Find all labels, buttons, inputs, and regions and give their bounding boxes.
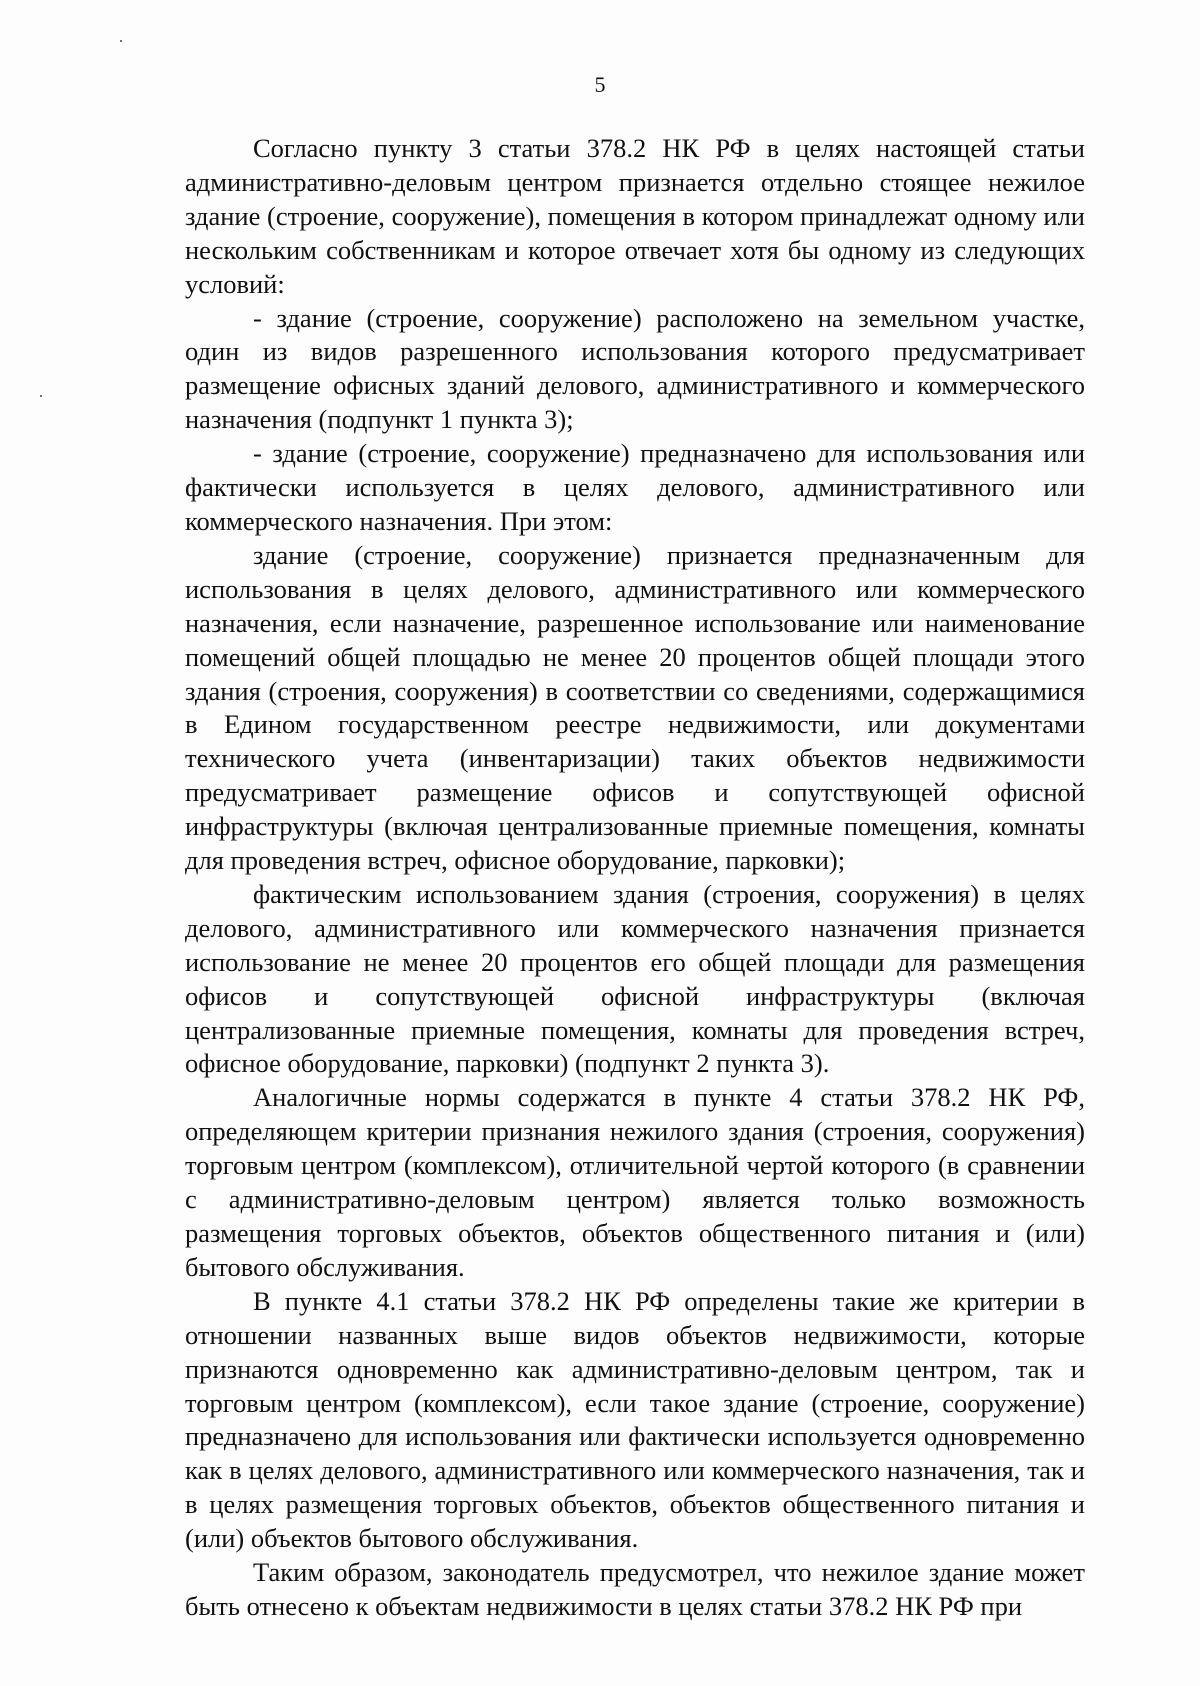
page-number: 5 <box>594 72 606 97</box>
paragraph-6: Аналогичные нормы содержатся в пункте 4 статьи 378.2 НК РФ, определяющем критерии признания нежилого здания (строения, сооружения) торговым центром (комплексом), отличительной чертой которого (в сравнении с административно-деловым центром) является только возможность размещения торговых объектов, объектов общественного питания и (или) бытового обслуживания. <box>185 1082 1085 1282</box>
scan-speck <box>120 40 122 42</box>
document-body <box>185 132 1085 1624</box>
paragraph-8: Таким образом, законодатель предусмотрел, что нежилое здание может быть отнесено к объектам недвижимости в целях статьи 378.2 НК РФ при <box>185 1557 1085 1621</box>
paragraph-7: В пункте 4.1 статьи 378.2 НК РФ определены такие же критерии в отношении названных выше видов объектов недвижимости, которые признаются одновременно как административно-деловым центром, так и торговым центром (комплексом), если такое здание (строение, сооружение) предназначено для использования или фактически используется одновременно как в целях делового, административного или коммерческого назначения, так и в целях размещения торговых объектов, объектов общественного питания и (или) объектов бытового обслуживания. <box>185 1285 1085 1554</box>
paragraph-1: Согласно пункту 3 статьи 378.2 НК РФ в целях настоящей статьи административно-деловым центром признается отдельно стоящее нежилое здание (строение, сооружение), помещения в котором принадлежат одному или нескольким собственникам и которое отвечает хотя бы одному из следующих условий: <box>185 133 1085 299</box>
paragraph-3: - здание (строение, сооружение) предназначено для использования или фактически используется в целях делового, административного или коммерческого назначения. При этом: <box>185 438 1085 536</box>
paragraph-4: здание (строение, сооружение) признается предназначенным для использования в целях делового, административного или коммерческого назначения, если назначение, разрешенное использование или наименование помещений общей площадью не менее 20 процентов общей площади этого здания (строения, сооружения) в соответствии со сведениями, содержащимися в Едином государственном реестре недвижимости, или документами технического учета (инвентаризации) таких объектов недвижимости предусматривает размещение офисов и сопутствующей офисной инфраструктуры (включая централизованные приемные помещения, комнаты для проведения встреч, офисное оборудование, парковки); <box>185 539 1085 876</box>
paragraph-5: фактическим использованием здания (строения, сооружения) в целях делового, административного или коммерческого назначения признается использование не менее 20 процентов его общей площади для размещения офисов и сопутствующей офисной инфраструктуры (включая централизованные приемные помещения, комнаты для проведения встреч, офисное оборудование, парковки) (подпункт 2 пункта 3). <box>185 878 1085 1079</box>
scan-speck <box>40 395 42 397</box>
paragraph-2: - здание (строение, сооружение) расположено на земельном участке, один из видов разрешенного использования которого предусматривает размещение офисных зданий делового, административного и коммерческого назначения (подпункт 1 пункта 3); <box>185 302 1085 435</box>
